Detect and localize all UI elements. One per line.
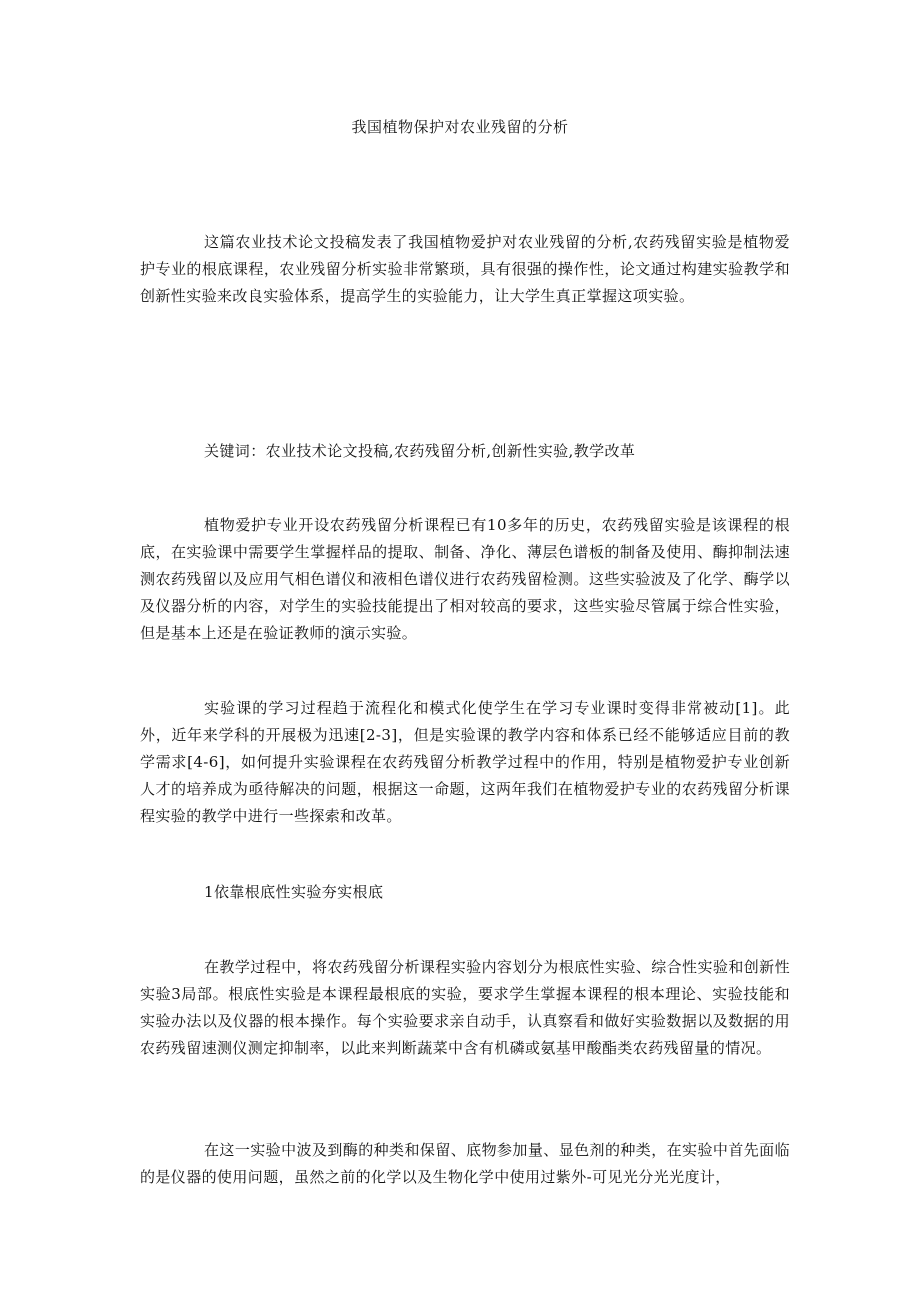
section-paragraph-2: 在这一实验中波及到酶的种类和保留、底物参加量、显色剂的种类，在实验中首先面临的是仪器的使用问题，虽然之前的化学以及生物化学中使用过紫外-可见光分光光度计，	[140, 1141, 790, 1186]
section-heading: 1依靠根底性实验夯实根底	[204, 883, 384, 901]
keywords-line: 关键词：农业技术论文投稿,农药残留分析,创新性实验,教学改革	[204, 442, 636, 460]
document-title: 我国植物保护对农业残留的分析	[351, 118, 569, 136]
body-paragraph-1: 植物爱护专业开设农药残留分析课程已有10多年的历史，农药残留实验是该课程的根底，在实验课中需要学生掌握样品的提取、制备、净化、薄层色谱板的制备及使用、酶抑制法速测农药残留以及应用气相色谱仪和液相色谱仪进行农药残留检测。这些实验波及了化学、酶学以及仪器分析的内容，对学生的实验技能提出了相对较高的要求，这些实验尽管属于综合性实验，但是基本上还是在验证教师的演示实验。	[140, 516, 790, 642]
abstract-paragraph: 这篇农业技术论文投稿发表了我国植物爱护对农业残留的分析,农药残留实验是植物爱护专业的根底课程，农业残留分析实验非常繁琐，具有很强的操作性，论文通过构建实验教学和创新性实验来改良实验体系，提高学生的实验能力，让大学生真正掌握这项实验。	[140, 233, 790, 305]
body-paragraph-2: 实验课的学习过程趋于流程化和模式化使学生在学习专业课时变得非常被动[1]。此外，近年来学科的开展极为迅速[2-3]，但是实验课的教学内容和体系已经不能够适应目前的教学需求[4-6]，如何提升实验课程在农药残留分析教学过程中的作用，特别是植物爱护专业创新人才的培养成为亟待解决的问题，根据这一命题，这两年我们在植物爱护专业的农药残留分析课程实验的教学中进行一些探索和改革。	[140, 699, 790, 825]
section-paragraph-1: 在教学过程中，将农药残留分析课程实验内容划分为根底性实验、综合性实验和创新性实验3局部。根底性实验是本课程最根底的实验，要求学生掌握本课程的根本理论、实验技能和实验办法以及仪器的根本操作。每个实验要求亲自动手，认真察看和做好实验数据以及数据的用农药残留速测仪测定抑制率，以此来判断蔬菜中含有机磷或氨基甲酸酯类农药残留量的情况。	[140, 958, 790, 1057]
